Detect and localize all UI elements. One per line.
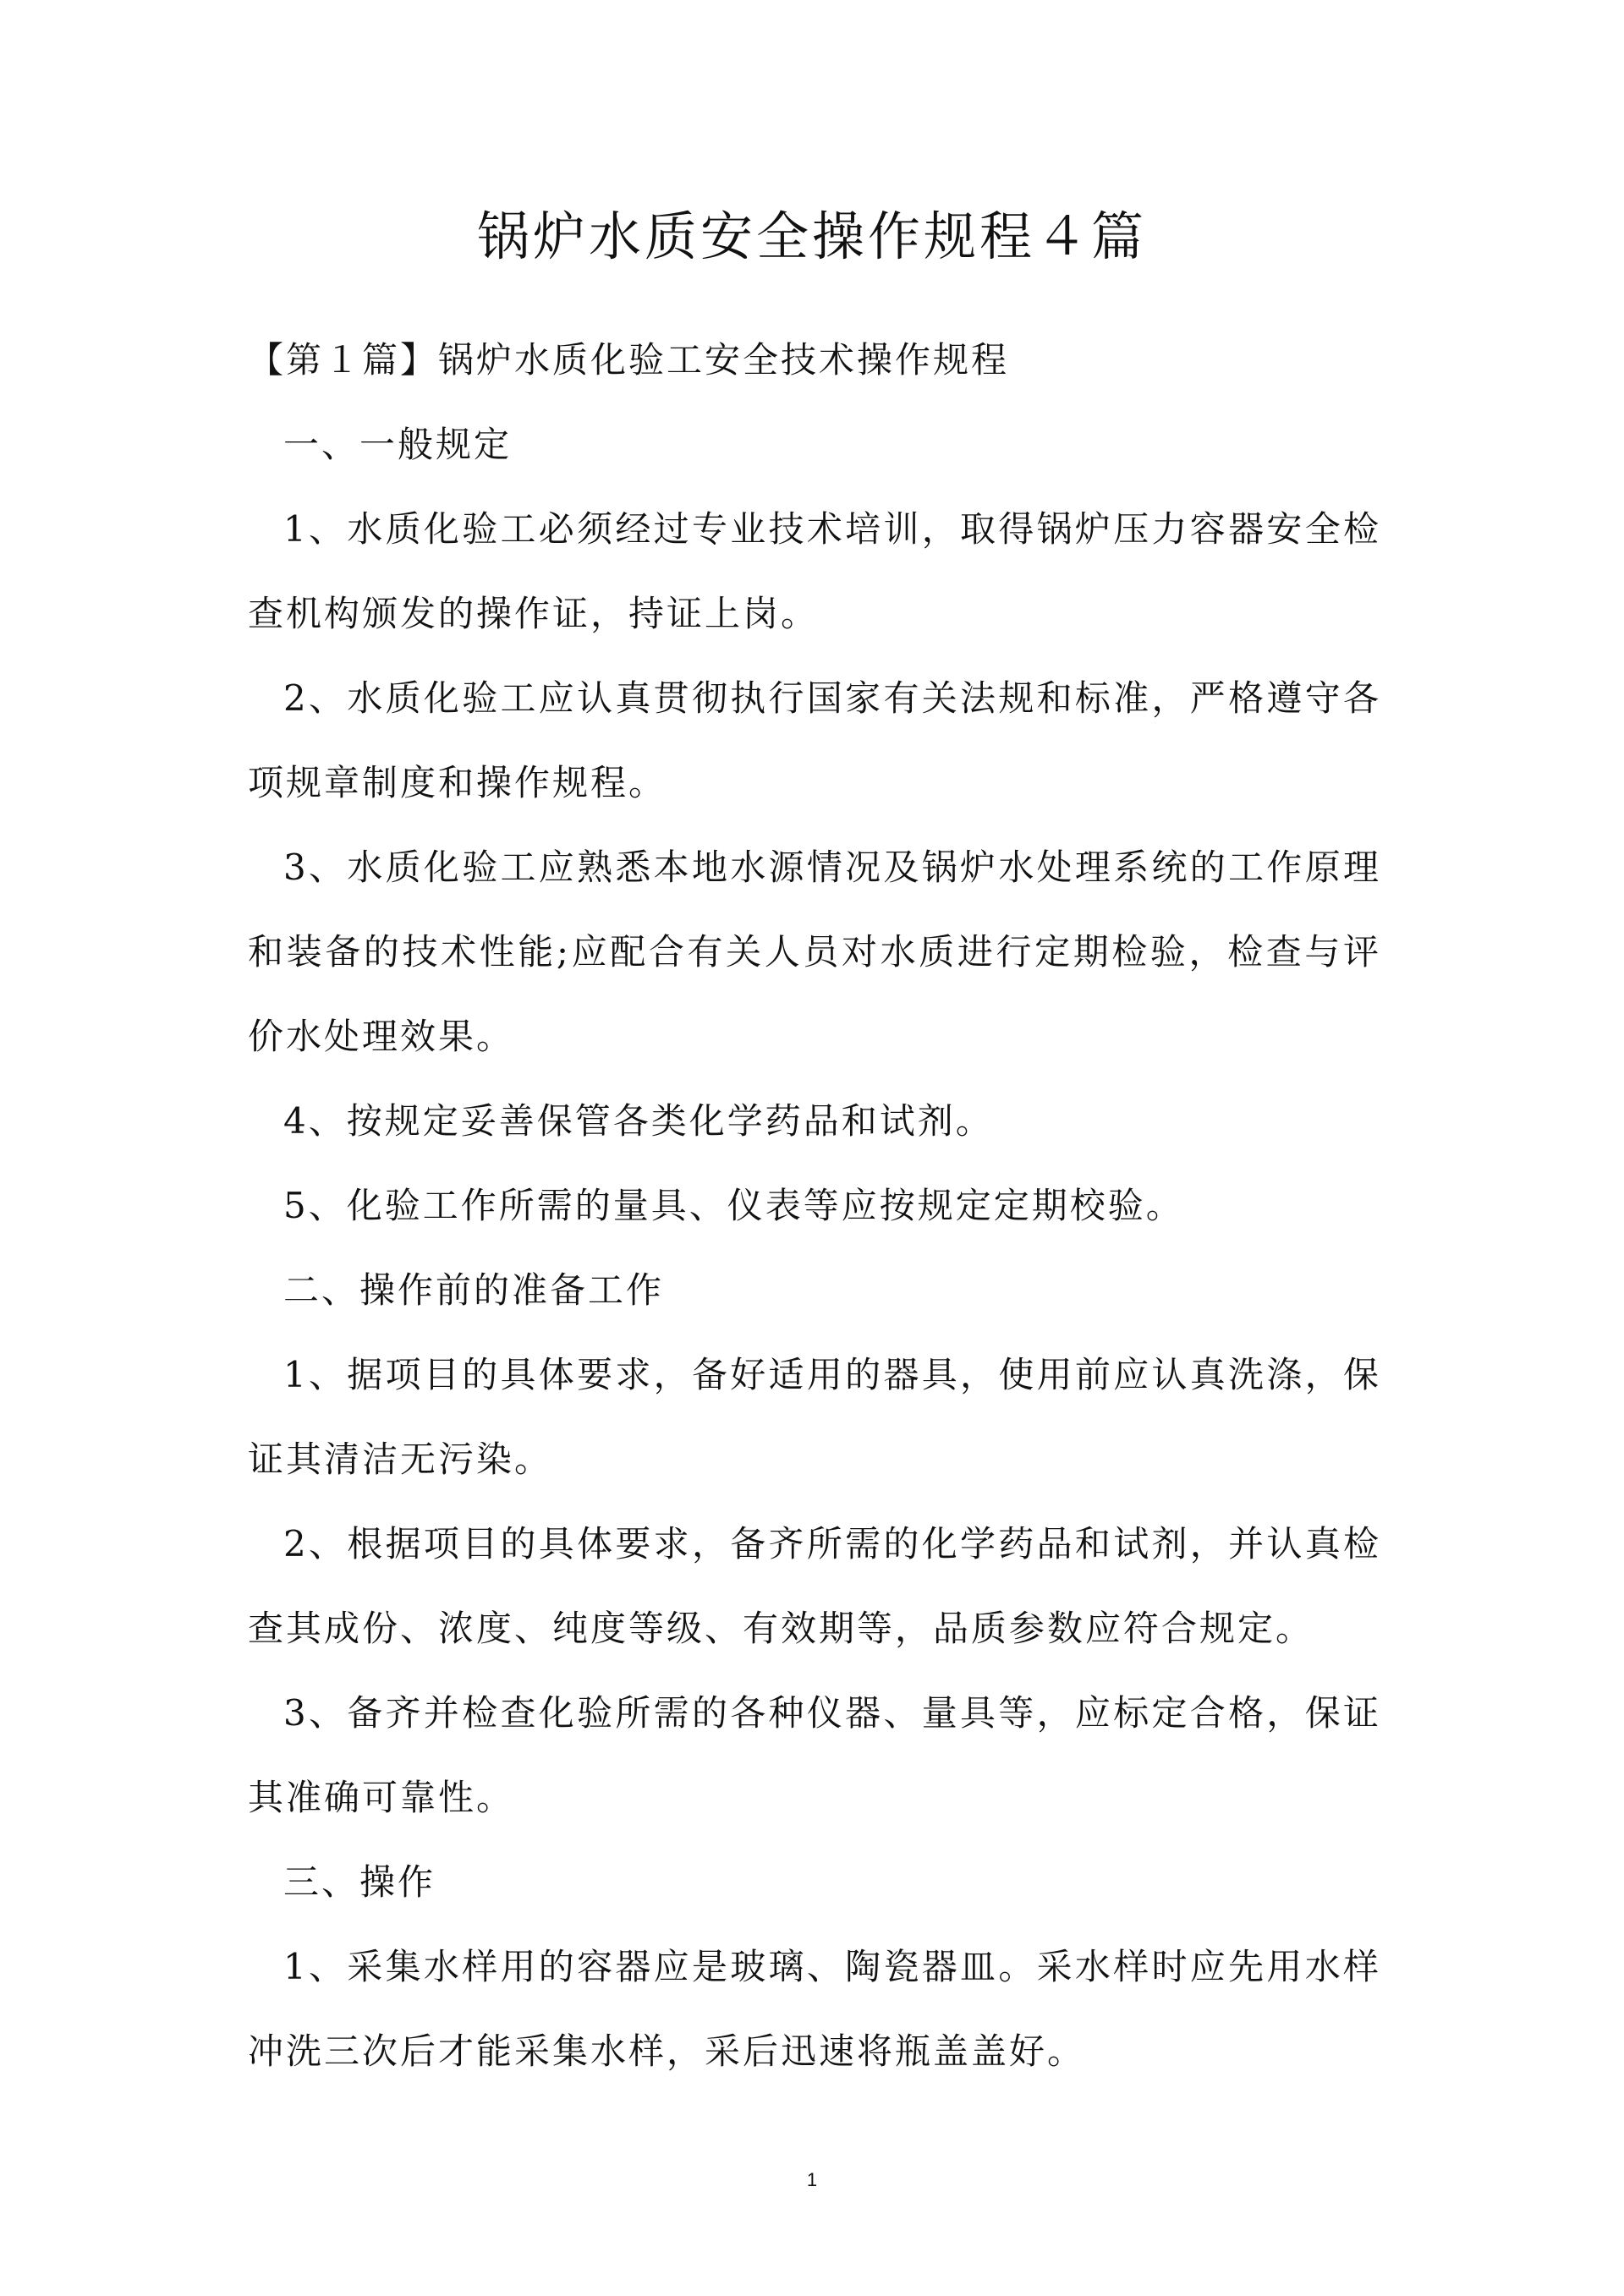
paragraph: 2、根据项目的具体要求，备齐所需的化学药品和试剂，并认真检查其成份、浓度、纯度等级、有效期等，品质参数应符合规定。 — [248, 1523, 1381, 1649]
paragraph: 1、采集水样用的容器应是玻璃、陶瓷器皿。采水样时应先用水样冲洗三次后才能采集水样，采后迅速将瓶盖盖好。 — [248, 1946, 1381, 2072]
subsection-heading: 一、一般规定 — [283, 424, 513, 465]
page-number: 1 — [806, 2169, 818, 2190]
paragraph: 1、水质化验工必须经过专业技术培训，取得锅炉压力容器安全检查机构颁发的操作证，持证上岗。 — [248, 508, 1381, 634]
paragraph: 4、按规定妥善保管各类化学药品和试剂。 — [283, 1100, 994, 1142]
paragraph: 3、备齐并检查化验所需的各种仪器、量具等，应标定合格，保证其准确可靠性。 — [248, 1692, 1381, 1818]
document-title: 锅炉水质安全操作规程４篇 — [476, 205, 1147, 267]
subsection-heading: 三、操作 — [283, 1861, 436, 1903]
paragraph: 5、化验工作所需的量具、仪表等应按规定定期校验。 — [283, 1185, 1184, 1226]
paragraph: 1、据项目的具体要求，备好适用的器具，使用前应认真洗涤，保证其清洁无污染。 — [248, 1354, 1381, 1480]
section-heading: 【第１篇】锅炉水质化验工安全技术操作规程 — [248, 339, 1010, 381]
document-body — [248, 318, 1381, 2094]
subsection-heading: 二、操作前的准备工作 — [283, 1269, 665, 1311]
paragraph: 2、水质化验工应认真贯彻执行国家有关法规和标准，严格遵守各项规章制度和操作规程。 — [248, 677, 1381, 803]
paragraph: 3、水质化验工应熟悉本地水源情况及锅炉水处理系统的工作原理和装备的技术性能;应配合有关人员对水质进行定期检验，检查与评价水处理效果。 — [248, 847, 1381, 1057]
